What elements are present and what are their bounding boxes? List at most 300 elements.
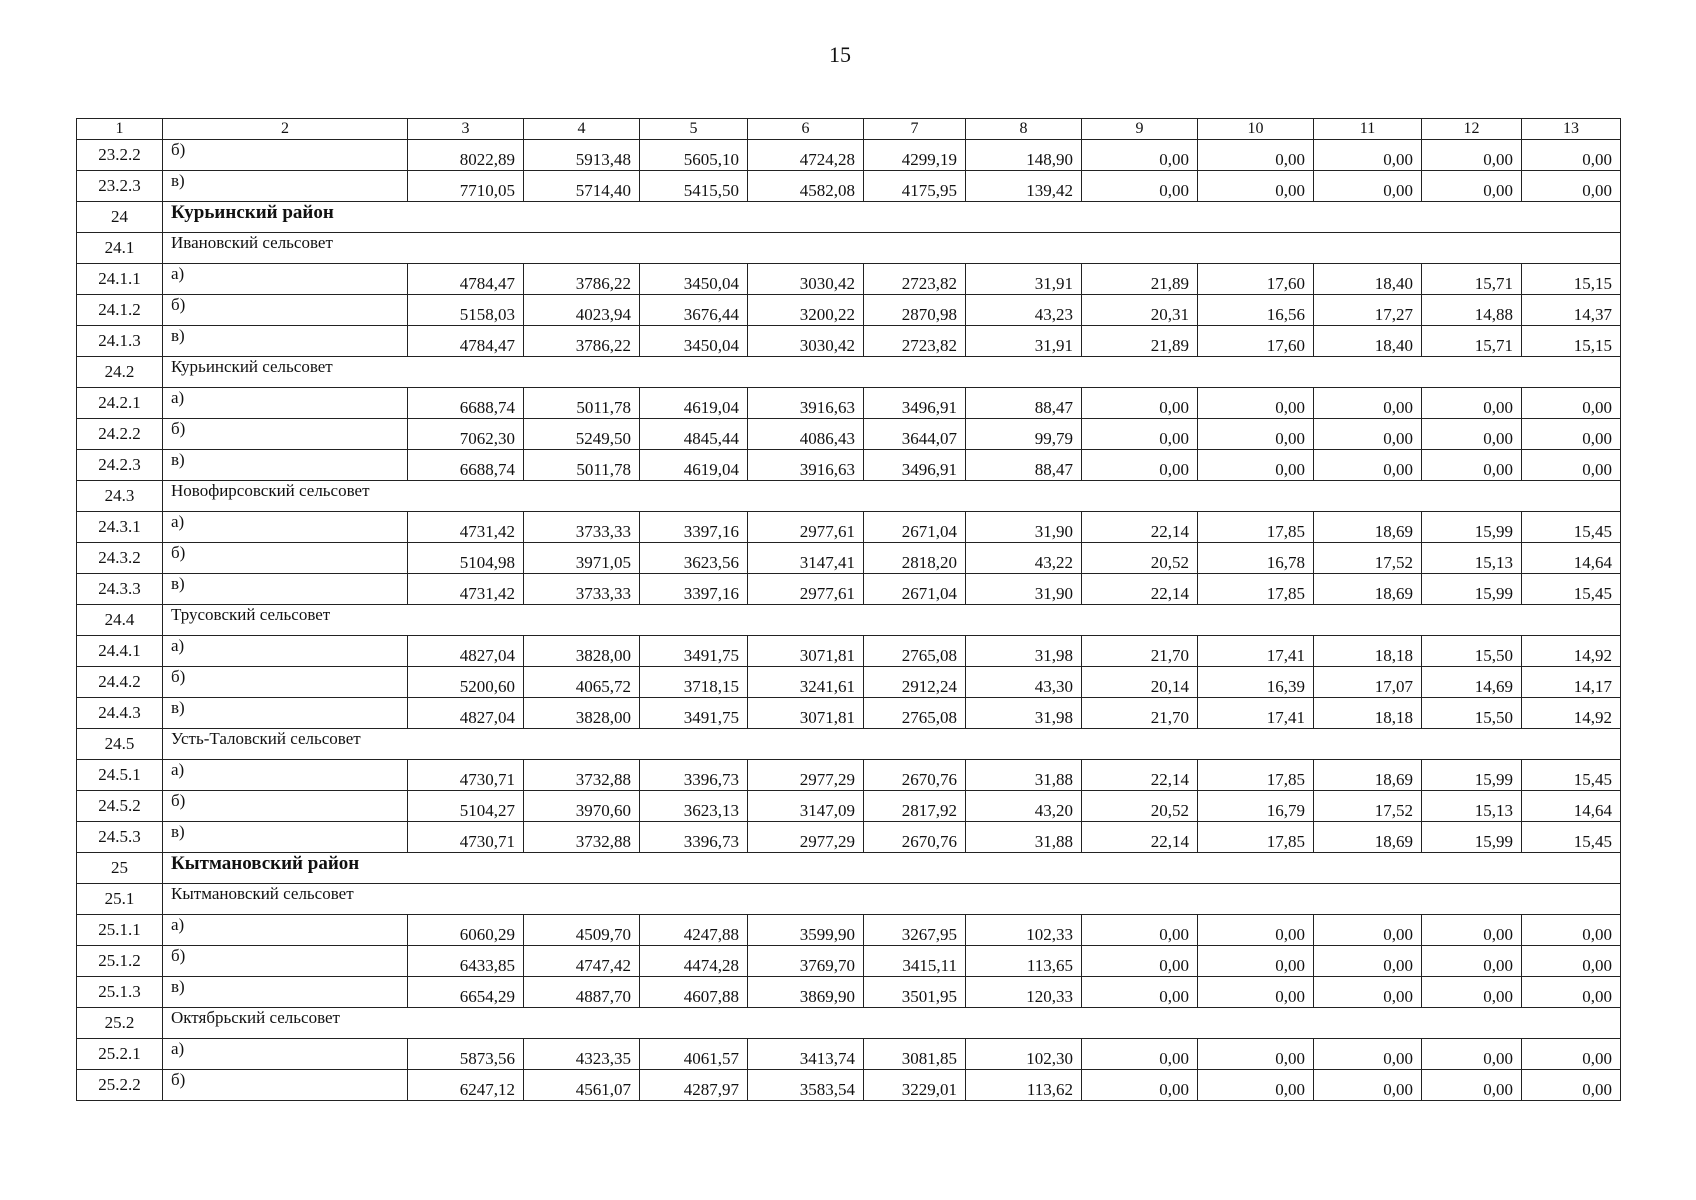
table-cell: 3583,54 — [748, 1070, 864, 1101]
row-code: 25.1.1 — [77, 915, 163, 946]
table-cell: 0,00 — [1314, 450, 1422, 481]
table-cell: 0,00 — [1082, 450, 1198, 481]
table-cell: 5104,98 — [408, 543, 524, 574]
table-cell: 4175,95 — [864, 171, 966, 202]
table-cell: 0,00 — [1082, 140, 1198, 171]
settlement-header-row — [77, 1008, 1621, 1039]
row-code: 25.1.2 — [77, 946, 163, 977]
table-cell: 3769,70 — [748, 946, 864, 977]
table-row — [77, 512, 1621, 543]
table-cell: 17,85 — [1198, 760, 1314, 791]
table-cell: 6247,12 — [408, 1070, 524, 1101]
row-code: 24 — [77, 202, 163, 233]
table-cell: 31,91 — [966, 264, 1082, 295]
settlement-header-row — [77, 481, 1621, 512]
table-cell: 14,92 — [1522, 636, 1621, 667]
table-row — [77, 1070, 1621, 1101]
table-cell: 31,98 — [966, 698, 1082, 729]
row-code: 24.3 — [77, 481, 163, 512]
table-cell: 20,14 — [1082, 667, 1198, 698]
table-cell: 17,52 — [1314, 543, 1422, 574]
table-cell: 4607,88 — [640, 977, 748, 1008]
table-row — [77, 326, 1621, 357]
table-cell: 0,00 — [1522, 171, 1621, 202]
table-cell: 3397,16 — [640, 512, 748, 543]
row-code: 25.2.1 — [77, 1039, 163, 1070]
table-cell: 14,69 — [1422, 667, 1522, 698]
table-cell: 102,33 — [966, 915, 1082, 946]
table-cell: 2977,29 — [748, 760, 864, 791]
settlement-name: Ивановский сельсовет — [163, 233, 1621, 264]
table-cell: 4724,28 — [748, 140, 864, 171]
table-cell: 5104,27 — [408, 791, 524, 822]
table-row — [77, 140, 1621, 171]
table-cell: 3733,33 — [524, 512, 640, 543]
table-row — [77, 822, 1621, 853]
row-variant-label: б) — [163, 140, 408, 171]
row-code: 24.5.3 — [77, 822, 163, 853]
table-cell: 0,00 — [1082, 977, 1198, 1008]
table-cell: 3732,88 — [524, 760, 640, 791]
table-cell: 0,00 — [1198, 140, 1314, 171]
table-cell: 0,00 — [1522, 140, 1621, 171]
table-cell: 3030,42 — [748, 264, 864, 295]
table-cell: 15,15 — [1522, 264, 1621, 295]
row-code: 24.1 — [77, 233, 163, 264]
table-cell: 4784,47 — [408, 326, 524, 357]
table-cell: 15,99 — [1422, 512, 1522, 543]
row-variant-label: в) — [163, 171, 408, 202]
row-code: 24.3.2 — [77, 543, 163, 574]
row-code: 24.1.3 — [77, 326, 163, 357]
table-cell: 4784,47 — [408, 264, 524, 295]
table-cell: 17,52 — [1314, 791, 1422, 822]
row-code: 23.2.3 — [77, 171, 163, 202]
table-cell: 4065,72 — [524, 667, 640, 698]
table-cell: 4619,04 — [640, 388, 748, 419]
table-cell: 16,56 — [1198, 295, 1314, 326]
table-cell: 113,65 — [966, 946, 1082, 977]
table-row — [77, 1039, 1621, 1070]
table-cell: 0,00 — [1198, 388, 1314, 419]
table-cell: 3599,90 — [748, 915, 864, 946]
table-cell: 4299,19 — [864, 140, 966, 171]
table-cell: 3496,91 — [864, 450, 966, 481]
column-number-header: 11 — [1314, 119, 1422, 140]
table-cell: 2977,61 — [748, 574, 864, 605]
district-header-row — [77, 853, 1621, 884]
table-cell: 43,23 — [966, 295, 1082, 326]
table-cell: 5873,56 — [408, 1039, 524, 1070]
row-variant-label: б) — [163, 419, 408, 450]
row-variant-label: а) — [163, 512, 408, 543]
table-cell: 7710,05 — [408, 171, 524, 202]
table-cell: 18,40 — [1314, 326, 1422, 357]
table-cell: 31,90 — [966, 574, 1082, 605]
table-row — [77, 915, 1621, 946]
table-cell: 3200,22 — [748, 295, 864, 326]
table-cell: 3916,63 — [748, 388, 864, 419]
settlement-header-row — [77, 233, 1621, 264]
table-cell: 3147,09 — [748, 791, 864, 822]
column-number-header: 9 — [1082, 119, 1198, 140]
row-variant-label: а) — [163, 1039, 408, 1070]
table-cell: 0,00 — [1314, 915, 1422, 946]
table-cell: 15,45 — [1522, 574, 1621, 605]
table-row — [77, 977, 1621, 1008]
settlement-name: Усть-Таловский сельсовет — [163, 729, 1621, 760]
table-cell: 0,00 — [1082, 1070, 1198, 1101]
table-cell: 3971,05 — [524, 543, 640, 574]
table-row — [77, 264, 1621, 295]
table-cell: 88,47 — [966, 388, 1082, 419]
table-cell: 0,00 — [1314, 388, 1422, 419]
row-variant-label: а) — [163, 264, 408, 295]
table-cell: 3970,60 — [524, 791, 640, 822]
table-cell: 14,88 — [1422, 295, 1522, 326]
table-cell: 31,91 — [966, 326, 1082, 357]
table-cell: 0,00 — [1082, 419, 1198, 450]
table-cell: 0,00 — [1198, 171, 1314, 202]
row-variant-label: б) — [163, 295, 408, 326]
table-cell: 14,64 — [1522, 791, 1621, 822]
table-cell: 3491,75 — [640, 636, 748, 667]
table-cell: 18,69 — [1314, 574, 1422, 605]
table-cell: 0,00 — [1314, 946, 1422, 977]
settlement-header-row — [77, 605, 1621, 636]
table-cell: 4061,57 — [640, 1039, 748, 1070]
table-cell: 0,00 — [1082, 171, 1198, 202]
table-cell: 20,52 — [1082, 543, 1198, 574]
column-number-header-row — [77, 119, 1621, 140]
table-cell: 3501,95 — [864, 977, 966, 1008]
column-number-header: 3 — [408, 119, 524, 140]
table-cell: 18,69 — [1314, 760, 1422, 791]
table-cell: 0,00 — [1422, 977, 1522, 1008]
table-cell: 4827,04 — [408, 636, 524, 667]
table-cell: 18,69 — [1314, 512, 1422, 543]
table-cell: 0,00 — [1198, 946, 1314, 977]
table-cell: 0,00 — [1314, 977, 1422, 1008]
column-number-header: 10 — [1198, 119, 1314, 140]
table-cell: 15,99 — [1422, 574, 1522, 605]
table-row — [77, 667, 1621, 698]
row-code: 24.2 — [77, 357, 163, 388]
table-cell: 0,00 — [1082, 388, 1198, 419]
table-cell: 2670,76 — [864, 822, 966, 853]
column-number-header: 7 — [864, 119, 966, 140]
row-variant-label: в) — [163, 450, 408, 481]
table-cell: 17,85 — [1198, 512, 1314, 543]
table-cell: 0,00 — [1198, 1039, 1314, 1070]
settlement-name: Новофирсовский сельсовет — [163, 481, 1621, 512]
row-variant-label: в) — [163, 977, 408, 1008]
table-cell: 15,50 — [1422, 698, 1522, 729]
table-cell: 3450,04 — [640, 326, 748, 357]
table-cell: 4509,70 — [524, 915, 640, 946]
table-cell: 2671,04 — [864, 512, 966, 543]
column-number-header: 4 — [524, 119, 640, 140]
table-cell: 0,00 — [1522, 419, 1621, 450]
district-name: Кытмановский район — [163, 853, 1621, 884]
row-variant-label: в) — [163, 574, 408, 605]
table-cell: 5011,78 — [524, 450, 640, 481]
table-cell: 2670,76 — [864, 760, 966, 791]
table-cell: 5158,03 — [408, 295, 524, 326]
table-cell: 3786,22 — [524, 264, 640, 295]
row-variant-label: а) — [163, 760, 408, 791]
table-cell: 0,00 — [1082, 1039, 1198, 1070]
table-cell: 4247,88 — [640, 915, 748, 946]
table-cell: 18,18 — [1314, 698, 1422, 729]
table-cell: 3718,15 — [640, 667, 748, 698]
table-cell: 3081,85 — [864, 1039, 966, 1070]
table-cell: 0,00 — [1422, 946, 1522, 977]
table-cell: 3732,88 — [524, 822, 640, 853]
table-cell: 43,20 — [966, 791, 1082, 822]
table-cell: 4730,71 — [408, 822, 524, 853]
table-cell: 16,39 — [1198, 667, 1314, 698]
table-cell: 2817,92 — [864, 791, 966, 822]
table-cell: 3916,63 — [748, 450, 864, 481]
table-cell: 3229,01 — [864, 1070, 966, 1101]
table-cell: 4582,08 — [748, 171, 864, 202]
table-cell: 21,70 — [1082, 636, 1198, 667]
table-row — [77, 450, 1621, 481]
table-cell: 0,00 — [1198, 419, 1314, 450]
table-cell: 0,00 — [1522, 1039, 1621, 1070]
table-cell: 6654,29 — [408, 977, 524, 1008]
table-row — [77, 171, 1621, 202]
table-cell: 0,00 — [1522, 946, 1621, 977]
table-cell: 3623,56 — [640, 543, 748, 574]
table-cell: 4747,42 — [524, 946, 640, 977]
table-cell: 4731,42 — [408, 574, 524, 605]
table-cell: 4086,43 — [748, 419, 864, 450]
table-cell: 4023,94 — [524, 295, 640, 326]
row-variant-label: б) — [163, 946, 408, 977]
table-cell: 43,22 — [966, 543, 1082, 574]
table-cell: 18,40 — [1314, 264, 1422, 295]
table-cell: 0,00 — [1314, 171, 1422, 202]
table-cell: 15,50 — [1422, 636, 1522, 667]
table-cell: 6688,74 — [408, 388, 524, 419]
table-cell: 15,45 — [1522, 760, 1621, 791]
row-code: 25.1 — [77, 884, 163, 915]
table-cell: 2870,98 — [864, 295, 966, 326]
table-cell: 22,14 — [1082, 760, 1198, 791]
table-row — [77, 543, 1621, 574]
row-code: 25 — [77, 853, 163, 884]
row-code: 24.5.1 — [77, 760, 163, 791]
table-cell: 17,60 — [1198, 326, 1314, 357]
table-cell: 88,47 — [966, 450, 1082, 481]
table-cell: 2765,08 — [864, 636, 966, 667]
row-variant-label: в) — [163, 822, 408, 853]
table-cell: 3397,16 — [640, 574, 748, 605]
table-cell: 0,00 — [1522, 915, 1621, 946]
table-cell: 15,71 — [1422, 264, 1522, 295]
table-cell: 20,52 — [1082, 791, 1198, 822]
table-cell: 0,00 — [1522, 388, 1621, 419]
settlement-header-row — [77, 729, 1621, 760]
table-cell: 21,70 — [1082, 698, 1198, 729]
table-cell: 15,99 — [1422, 822, 1522, 853]
table-cell: 22,14 — [1082, 574, 1198, 605]
table-cell: 0,00 — [1314, 1070, 1422, 1101]
table-cell: 17,41 — [1198, 636, 1314, 667]
table-cell: 99,79 — [966, 419, 1082, 450]
table-cell: 21,89 — [1082, 326, 1198, 357]
table-cell: 22,14 — [1082, 512, 1198, 543]
table-row — [77, 636, 1621, 667]
settlement-name: Трусовский сельсовет — [163, 605, 1621, 636]
table-cell: 3030,42 — [748, 326, 864, 357]
settlement-header-row — [77, 884, 1621, 915]
table-cell: 2671,04 — [864, 574, 966, 605]
table-cell: 3147,41 — [748, 543, 864, 574]
table-cell: 3241,61 — [748, 667, 864, 698]
table-cell: 8022,89 — [408, 140, 524, 171]
table-cell: 43,30 — [966, 667, 1082, 698]
table-cell: 16,79 — [1198, 791, 1314, 822]
table-cell: 3786,22 — [524, 326, 640, 357]
table-cell: 3828,00 — [524, 698, 640, 729]
table-row — [77, 574, 1621, 605]
table-cell: 5714,40 — [524, 171, 640, 202]
table-cell: 6060,29 — [408, 915, 524, 946]
column-number-header: 8 — [966, 119, 1082, 140]
row-variant-label: в) — [163, 326, 408, 357]
settlement-name: Кытмановский сельсовет — [163, 884, 1621, 915]
table-cell: 4845,44 — [640, 419, 748, 450]
table-cell: 15,45 — [1522, 822, 1621, 853]
table-cell: 4730,71 — [408, 760, 524, 791]
column-number-header: 5 — [640, 119, 748, 140]
table-cell: 20,31 — [1082, 295, 1198, 326]
table-cell: 16,78 — [1198, 543, 1314, 574]
table-cell: 3496,91 — [864, 388, 966, 419]
table-cell: 4619,04 — [640, 450, 748, 481]
table-cell: 0,00 — [1314, 1039, 1422, 1070]
table-cell: 14,37 — [1522, 295, 1621, 326]
table-cell: 113,62 — [966, 1070, 1082, 1101]
row-code: 25.2 — [77, 1008, 163, 1039]
table-cell: 3450,04 — [640, 264, 748, 295]
row-code: 24.1.2 — [77, 295, 163, 326]
table-cell: 5913,48 — [524, 140, 640, 171]
table-cell: 31,88 — [966, 822, 1082, 853]
row-code: 24.2.3 — [77, 450, 163, 481]
table-cell: 0,00 — [1082, 915, 1198, 946]
table-row — [77, 760, 1621, 791]
table-cell: 4287,97 — [640, 1070, 748, 1101]
table-cell: 0,00 — [1422, 140, 1522, 171]
tariff-table — [76, 118, 1621, 1101]
table-cell: 0,00 — [1422, 171, 1522, 202]
row-variant-label: б) — [163, 791, 408, 822]
table-row — [77, 698, 1621, 729]
table-cell: 0,00 — [1314, 140, 1422, 171]
row-code: 24.4 — [77, 605, 163, 636]
row-code: 25.2.2 — [77, 1070, 163, 1101]
table-cell: 120,33 — [966, 977, 1082, 1008]
table-cell: 0,00 — [1314, 419, 1422, 450]
column-number-header: 12 — [1422, 119, 1522, 140]
table-cell: 4827,04 — [408, 698, 524, 729]
row-code: 23.2.2 — [77, 140, 163, 171]
table-cell: 31,98 — [966, 636, 1082, 667]
table-cell: 2723,82 — [864, 326, 966, 357]
table-cell: 17,27 — [1314, 295, 1422, 326]
table-cell: 2765,08 — [864, 698, 966, 729]
column-number-header: 1 — [77, 119, 163, 140]
table-cell: 15,99 — [1422, 760, 1522, 791]
table-cell: 21,89 — [1082, 264, 1198, 295]
row-code: 24.2.2 — [77, 419, 163, 450]
table-cell: 17,07 — [1314, 667, 1422, 698]
table-row — [77, 419, 1621, 450]
table-row — [77, 791, 1621, 822]
table-cell: 14,64 — [1522, 543, 1621, 574]
row-code: 24.1.1 — [77, 264, 163, 295]
table-cell: 17,60 — [1198, 264, 1314, 295]
table-cell: 3869,90 — [748, 977, 864, 1008]
table-cell: 17,85 — [1198, 822, 1314, 853]
table-cell: 3071,81 — [748, 698, 864, 729]
row-code: 24.5 — [77, 729, 163, 760]
table-cell: 0,00 — [1422, 915, 1522, 946]
table-cell: 0,00 — [1198, 450, 1314, 481]
table-cell: 2818,20 — [864, 543, 966, 574]
table-cell: 15,71 — [1422, 326, 1522, 357]
settlement-header-row — [77, 357, 1621, 388]
table-cell: 31,90 — [966, 512, 1082, 543]
row-code: 24.4.2 — [77, 667, 163, 698]
table-cell: 3733,33 — [524, 574, 640, 605]
row-code: 24.5.2 — [77, 791, 163, 822]
table-cell: 3676,44 — [640, 295, 748, 326]
row-variant-label: б) — [163, 543, 408, 574]
table-cell: 14,17 — [1522, 667, 1621, 698]
table-cell: 0,00 — [1082, 946, 1198, 977]
column-number-header: 6 — [748, 119, 864, 140]
table-row — [77, 388, 1621, 419]
row-variant-label: б) — [163, 667, 408, 698]
table-cell: 4887,70 — [524, 977, 640, 1008]
row-variant-label: в) — [163, 698, 408, 729]
district-header-row — [77, 202, 1621, 233]
row-code: 24.4.3 — [77, 698, 163, 729]
table-cell: 22,14 — [1082, 822, 1198, 853]
table-cell: 3413,74 — [748, 1039, 864, 1070]
district-name: Курьинский район — [163, 202, 1621, 233]
table-cell: 31,88 — [966, 760, 1082, 791]
table-cell: 0,00 — [1422, 450, 1522, 481]
table-cell: 2977,61 — [748, 512, 864, 543]
table-cell: 17,85 — [1198, 574, 1314, 605]
table-cell: 14,92 — [1522, 698, 1621, 729]
table-cell: 3396,73 — [640, 822, 748, 853]
column-number-header: 13 — [1522, 119, 1621, 140]
table-cell: 0,00 — [1198, 1070, 1314, 1101]
table-cell: 0,00 — [1522, 977, 1621, 1008]
table-cell: 5249,50 — [524, 419, 640, 450]
table-cell: 3623,13 — [640, 791, 748, 822]
settlement-name: Курьинский сельсовет — [163, 357, 1621, 388]
table-cell: 4474,28 — [640, 946, 748, 977]
table-cell: 5200,60 — [408, 667, 524, 698]
